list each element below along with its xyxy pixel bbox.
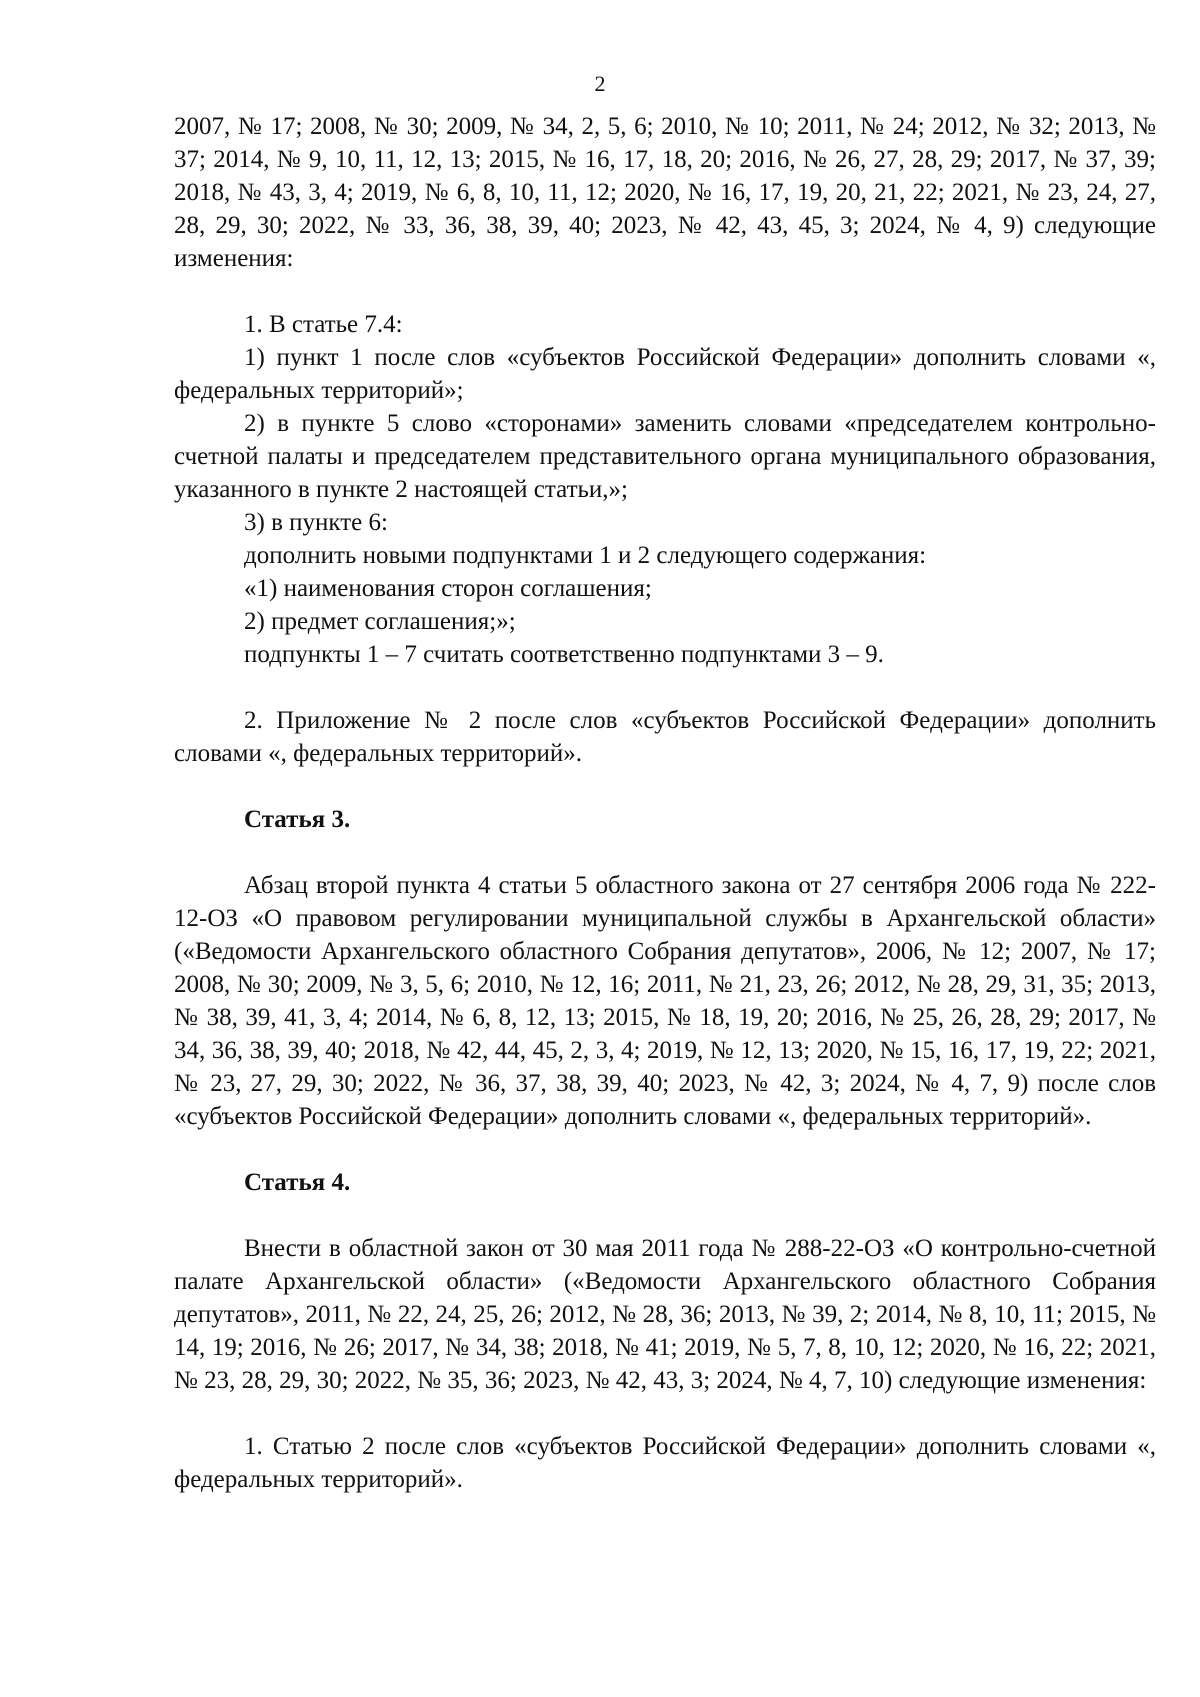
spacer (174, 1397, 1156, 1430)
item1-subitem-1: 1) пункт 1 после слов «субъектов Российской Федерации» дополнить словами «, федеральных территорий»; (174, 344, 1156, 404)
article3-heading: Статья 3. (244, 806, 351, 833)
intro-paragraph: 2007, № 17; 2008, № 30; 2009, № 34, 2, 5, 6; 2010, № 10; 2011, № 24; 2012, № 32; 2013, № 37; 2014, № 9, 10, 11, 12, 13; 2015, № 16, 17, 18, 20; 2016, № 26, 27, 28, 29; 2017, № 37, 39; 2018, № 43, 3, 4; 2019, № 6, 8, 10, 11, 12; 2020, № 16, 17, 19, 20, 21, 22; 2021, № 23, 24, 27, 28, 29, 30; 2022, № 33, 36, 38, 39, 40; 2023, № 42, 43, 45, 3; 2024, № 4, 9) следующие изменения: (174, 113, 1156, 272)
spacer (174, 671, 1156, 704)
spacer (174, 1199, 1156, 1232)
document-body (174, 110, 1156, 1496)
spacer (174, 836, 1156, 869)
item2-paragraph: 2. Приложение № 2 после слов «субъектов Российской Федерации» дополнить словами «, федеральных территорий». (174, 707, 1156, 767)
item1-subitem-3b: «1) наименования сторон соглашения; (244, 575, 652, 602)
page-number: 2 (594, 71, 606, 96)
spacer (174, 1133, 1156, 1166)
article4-heading: Статья 4. (244, 1169, 351, 1196)
item1-subitem-3d: подпункты 1 – 7 считать соответственно подпунктами 3 – 9. (244, 641, 884, 668)
article3-text: Абзац второй пункта 4 статьи 5 областного закона от 27 сентября 2006 года № 222-12-ОЗ «О правовом регулировании муниципальной службы в Архангельской области» («Ведомости Архангельского областного Собрания депутатов», 2006, № 12; 2007, № 17; 2008, № 30; 2009, № 3, 5, 6; 2010, № 12, 16; 2011, № 21, 23, 26; 2012, № 28, 29, 31, 35; 2013, № 38, 39, 41, 3, 4; 2014, № 6, 8, 12, 13; 2015, № 18, 19, 20; 2016, № 25, 26, 28, 29; 2017, № 34, 36, 38, 39, 40; 2018, № 42, 44, 45, 2, 3, 4; 2019, № 12, 13; 2020, № 15, 16, 17, 19, 22; 2021, № 23, 27, 29, 30; 2022, № 36, 37, 38, 39, 40; 2023, № 42, 3; 2024, № 4, 7, 9) после слов «субъектов Российской Федерации» дополнить словами «, федеральных территорий». (174, 872, 1156, 1130)
item1-subitem-3: 3) в пункте 6: (244, 509, 388, 536)
item1-subitem-3a: дополнить новыми подпунктами 1 и 2 следующего содержания: (244, 542, 927, 569)
item1-subitem-3c: 2) предмет соглашения;»; (244, 608, 516, 635)
spacer (174, 770, 1156, 803)
article4-text: Внести в областной закон от 30 мая 2011 года № 288-22-ОЗ «О контрольно-счетной палате Архангельской области» («Ведомости Архангельского областного Собрания депутатов», 2011, № 22, 24, 25, 26; 2012, № 28, 36; 2013, № 39, 2; 2014, № 8, 10, 11; 2015, № 14, 19; 2016, № 26; 2017, № 34, 38; 2018, № 41; 2019, № 5, 7, 8, 10, 12; 2020, № 16, 22; 2021, № 23, 28, 29, 30; 2022, № 35, 36; 2023, № 42, 43, 3; 2024, № 4, 7, 10) следующие изменения: (174, 1235, 1156, 1394)
spacer (174, 275, 1156, 308)
item1-title: 1. В статье 7.4: (244, 311, 403, 338)
item1-subitem-2: 2) в пункте 5 слово «сторонами» заменить словами «председателем контрольно-счетной палаты и председателем представительного органа муниципального образования, указанного в пункте 2 настоящей статьи,»; (174, 410, 1156, 503)
article4-item1: 1. Статью 2 после слов «субъектов Российской Федерации» дополнить словами «, федеральных территорий». (174, 1433, 1156, 1493)
